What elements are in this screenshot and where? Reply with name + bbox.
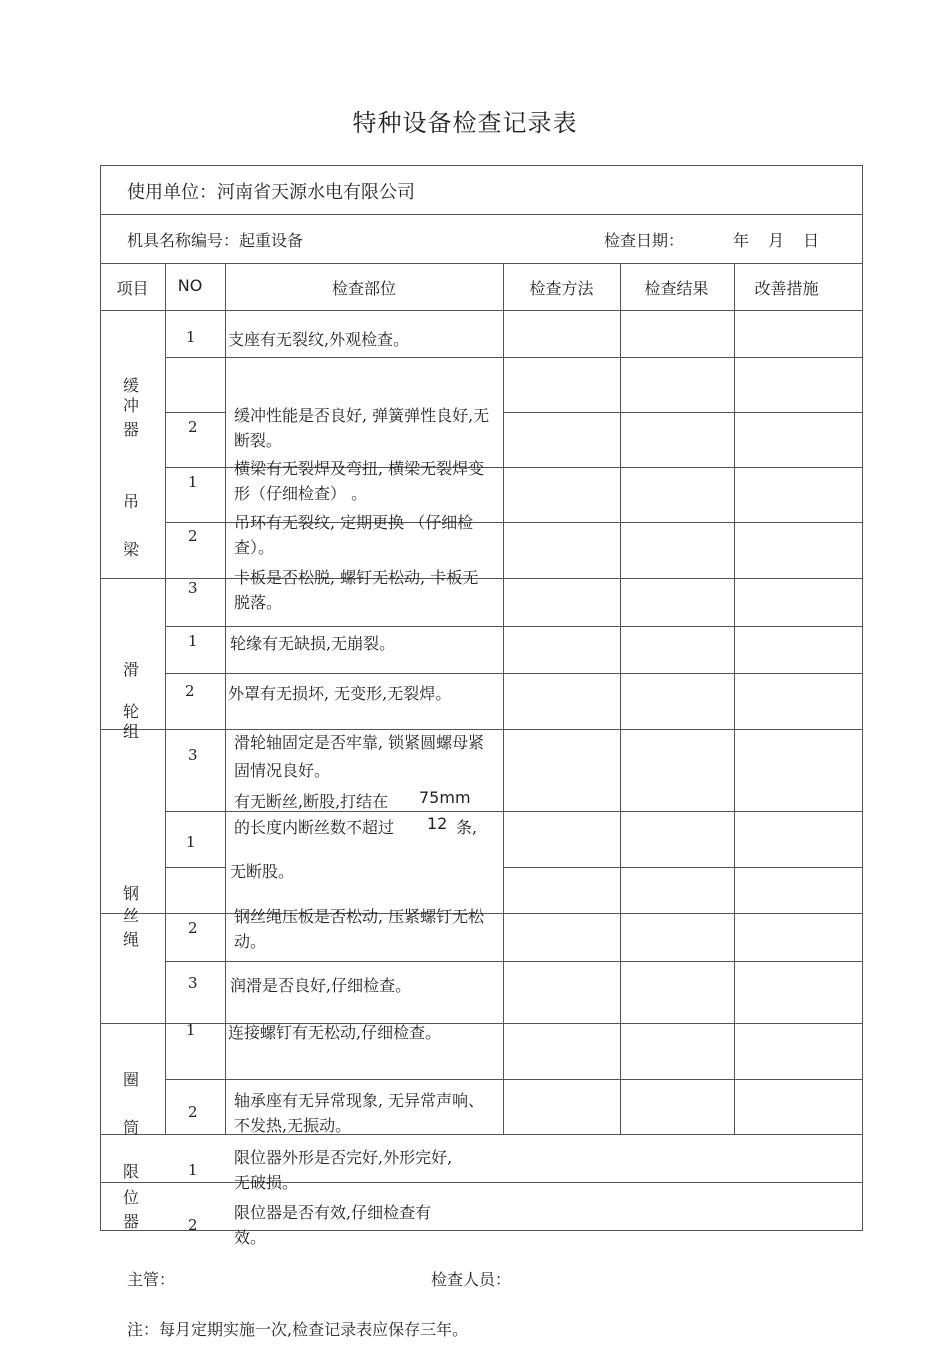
table-border-top bbox=[100, 165, 863, 166]
row-number: 3 bbox=[188, 579, 198, 597]
col-header-method: 检查方法 bbox=[529, 279, 594, 298]
inspection-value: 12 bbox=[427, 814, 448, 833]
group-label-buffer: 缓 bbox=[123, 376, 140, 395]
inspection-item: 支座有无裂纹,外观检查。 bbox=[228, 330, 410, 349]
inspection-item: 卡板是否松脱, 螺钉无松动, 卡板无脱落。 bbox=[234, 568, 479, 612]
date-units: 年 月 日 bbox=[733, 231, 820, 250]
group-label-limit: 限 bbox=[123, 1162, 140, 1181]
inspection-item: 限位器是否有效,仔细检查有效。 bbox=[234, 1203, 432, 1247]
table-line bbox=[100, 263, 863, 264]
inspection-value: 75mm bbox=[419, 788, 471, 807]
unit-line: 使用单位：河南省天源水电有限公司 bbox=[127, 182, 415, 203]
col-header-no: NO bbox=[177, 276, 203, 295]
group-label-rope: 丝 bbox=[123, 906, 140, 925]
inspection-item: 连接螺钉有无松动,仔细检查。 bbox=[228, 1023, 442, 1042]
table-line bbox=[165, 357, 863, 358]
inspection-item: 条, bbox=[456, 818, 478, 837]
group-label-rope: 钢 bbox=[123, 884, 140, 903]
table-line bbox=[100, 214, 863, 215]
table-col-line bbox=[620, 263, 621, 1134]
table-line bbox=[165, 412, 225, 413]
row-number: 2 bbox=[188, 1103, 198, 1121]
table-border-bottom bbox=[100, 1230, 863, 1231]
table-line bbox=[165, 1079, 863, 1080]
col-header-improve: 改善措施 bbox=[754, 279, 819, 298]
supervisor-label: 主管： bbox=[127, 1270, 176, 1289]
group-label-pulley: 组 bbox=[123, 722, 140, 741]
group-label-drum: 圈 bbox=[123, 1070, 140, 1089]
table-col-line bbox=[734, 263, 735, 1134]
group-label-pulley: 轮 bbox=[123, 702, 140, 721]
col-header-part: 检查部位 bbox=[331, 279, 396, 298]
row-number: 3 bbox=[188, 974, 198, 992]
date-label: 检查日期： bbox=[604, 231, 685, 250]
inspection-item: 钢丝绳压板是否松动, 压紧螺钉无松动。 bbox=[234, 907, 485, 951]
table-col-line bbox=[165, 263, 166, 1134]
row-number: 1 bbox=[186, 1021, 196, 1039]
table-line bbox=[100, 1182, 863, 1183]
inspection-item: 有无断丝,断股,打结在 bbox=[234, 792, 389, 811]
row-number: 1 bbox=[188, 473, 198, 491]
row-number: 2 bbox=[188, 919, 198, 937]
row-number: 1 bbox=[188, 632, 198, 650]
inspection-item: 轴承座有无异常现象, 无异常声响、不发热,无振动。 bbox=[234, 1091, 485, 1135]
table-line bbox=[165, 673, 863, 674]
col-header-result: 检查结果 bbox=[644, 279, 709, 298]
group-label-limit: 位 bbox=[123, 1188, 140, 1207]
group-label-beam: 梁 bbox=[123, 540, 140, 559]
inspection-item: 吊环有无裂纹, 定期更换 （仔细检查）。 bbox=[234, 513, 474, 557]
table-col-line bbox=[503, 263, 504, 1134]
group-label-rope: 绳 bbox=[123, 930, 140, 949]
table-line bbox=[100, 1023, 863, 1024]
group-label-pulley: 滑 bbox=[123, 660, 140, 679]
group-label-drum: 筒 bbox=[123, 1118, 140, 1137]
row-number: 2 bbox=[185, 682, 195, 700]
row-number: 2 bbox=[188, 418, 198, 436]
inspection-item: 横梁有无裂焊及弯扭, 横梁无裂焊变形（仔细检查） 。 bbox=[234, 459, 485, 503]
row-number: 1 bbox=[188, 1161, 198, 1179]
table-line bbox=[165, 626, 863, 627]
group-label-buffer: 冲 bbox=[123, 396, 140, 415]
inspection-item: 限位器外形是否完好,外形完好,无破损。 bbox=[234, 1148, 453, 1192]
inspection-item: 润滑是否良好,仔细检查。 bbox=[230, 976, 412, 995]
group-label-buffer: 器 bbox=[123, 420, 140, 439]
table-col-line bbox=[225, 263, 226, 1134]
inspection-item: 轮缘有无缺损,无崩裂。 bbox=[230, 634, 396, 653]
inspection-item: 外罩有无损坏, 无变形,无裂焊。 bbox=[228, 684, 452, 703]
table-line bbox=[503, 867, 863, 868]
group-label-beam: 吊 bbox=[123, 492, 140, 511]
row-number: 1 bbox=[186, 328, 196, 346]
table-line bbox=[165, 867, 225, 868]
row-number: 3 bbox=[188, 746, 198, 764]
table-border-left bbox=[100, 165, 101, 1230]
table-line bbox=[503, 412, 863, 413]
row-number: 2 bbox=[188, 1216, 198, 1234]
inspection-item: 缓冲性能是否良好, 弹簧弹性良好,无断裂。 bbox=[234, 406, 490, 450]
inspector-label: 检查人员： bbox=[431, 1270, 512, 1289]
inspection-item: 滑轮轴固定是否牢靠, 锁紧圆螺母紧固情况良好。 bbox=[234, 733, 485, 780]
group-label-limit: 器 bbox=[123, 1212, 140, 1231]
footnote: 注：每月定期实施一次,检查记录表应保存三年。 bbox=[127, 1320, 469, 1339]
col-header-item: 项目 bbox=[116, 279, 149, 298]
row-number: 1 bbox=[186, 833, 196, 851]
table-line bbox=[100, 310, 863, 311]
row-number: 2 bbox=[188, 527, 198, 545]
page-title: 特种设备检查记录表 bbox=[352, 109, 578, 137]
inspection-item: 无断股。 bbox=[230, 862, 295, 881]
table-border-right bbox=[862, 165, 863, 1230]
inspection-item: 的长度内断丝数不超过 bbox=[234, 818, 395, 837]
table-line bbox=[165, 961, 863, 962]
equipment-line: 机具名称编号：起重设备 bbox=[127, 231, 304, 250]
